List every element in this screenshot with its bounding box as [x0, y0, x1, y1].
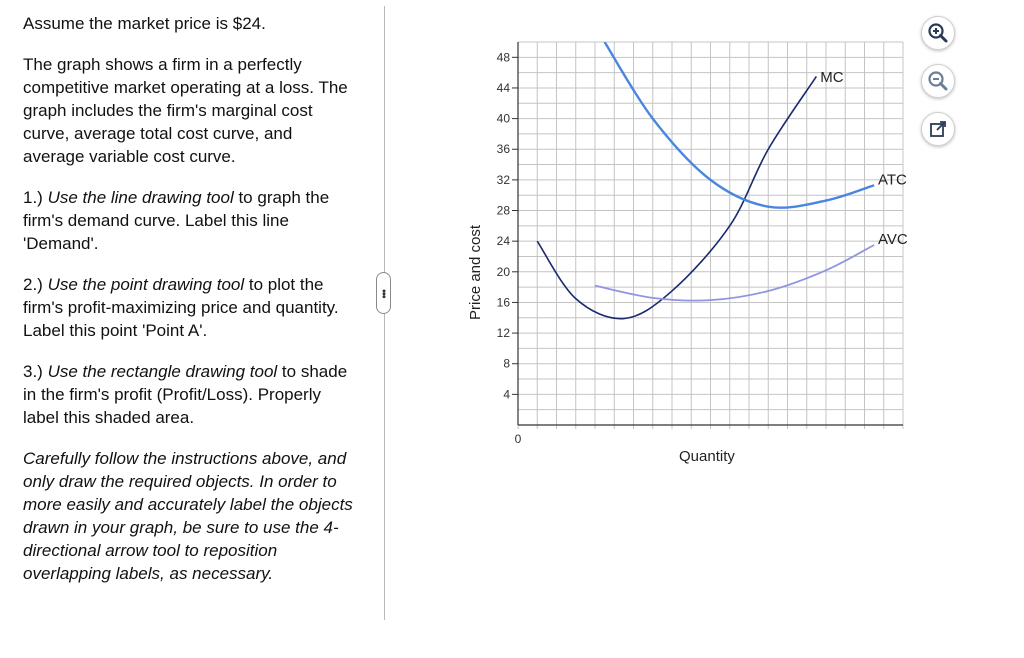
- y-tick-label: 48: [496, 50, 510, 65]
- atc-curve: [605, 42, 875, 208]
- popout-button[interactable]: [921, 112, 955, 146]
- cost-curves-graph[interactable]: [460, 30, 930, 480]
- mc-label: MC: [820, 68, 844, 86]
- y-tick-label: 8: [503, 356, 510, 371]
- y-tick-label: 36: [496, 142, 510, 157]
- instructions-panel: [23, 12, 358, 601]
- y-tick-label: 16: [496, 295, 510, 310]
- zoom-out-button[interactable]: [921, 64, 955, 98]
- market-price-text: Assume the market price is $24.: [23, 14, 266, 33]
- line-tool-instruction: Use the line drawing tool: [47, 188, 234, 207]
- zoom-in-button[interactable]: [921, 16, 955, 50]
- y-tick-label: 28: [496, 203, 510, 218]
- atc-label: ATC: [877, 171, 907, 189]
- step-3-number: 3.): [23, 362, 48, 381]
- avc-curve: [595, 245, 874, 301]
- avc-label: AVC: [877, 231, 908, 249]
- y-tick-label: 44: [496, 80, 510, 95]
- step-2-rest: to plot the firm's profit-maximizing price and quantity. Label this point 'Point A'.: [23, 275, 339, 340]
- step-2-number: 2.): [23, 275, 48, 294]
- panel-resize-handle[interactable]: •••: [376, 272, 391, 314]
- chart-svg[interactable]: [460, 30, 930, 480]
- step-1-rest: to graph the firm's demand curve. Label this line 'Demand'.: [23, 188, 330, 253]
- mc-curve: [537, 76, 816, 318]
- popout-icon: [928, 119, 948, 139]
- step-2-text: [23, 273, 358, 342]
- note-text: Carefully follow the instructions above, and only draw the required objects. In order to more easily and accurately label the objects drawn in your graph, be sure to use the 4-directional arrow tool to reposition overlapping labels, as necessary.: [23, 449, 353, 583]
- y-tick-label: 40: [496, 111, 510, 126]
- y-tick-label: 12: [496, 326, 510, 341]
- step-3-text: [23, 360, 358, 429]
- instructions-note: [23, 447, 358, 585]
- point-tool-instruction: Use the point drawing tool: [47, 275, 245, 294]
- y-tick-label: 20: [496, 264, 510, 279]
- graph-description-text: The graph shows a firm in a perfectly competitive market operating at a loss. The graph includes the firm's marginal cost curve, average total cost curve, and average variable cost curve.: [23, 55, 348, 166]
- step-1-number: 1.): [23, 188, 48, 207]
- zoom-in-icon: [927, 22, 949, 44]
- step-1-text: [23, 186, 358, 255]
- y-tick-label: 24: [496, 234, 510, 249]
- y-tick-label: 32: [496, 172, 510, 187]
- x-axis-title: Quantity: [679, 448, 735, 465]
- y-tick-label: 4: [503, 387, 510, 402]
- step-3-rest: to shade in the firm's profit (Profit/Loss). Properly label this shaded area.: [23, 362, 348, 427]
- zoom-out-icon: [927, 70, 949, 92]
- rectangle-tool-instruction: Use the rectangle drawing tool: [47, 362, 278, 381]
- origin-label: 0: [514, 432, 522, 446]
- y-axis-title: Price and cost: [467, 224, 484, 320]
